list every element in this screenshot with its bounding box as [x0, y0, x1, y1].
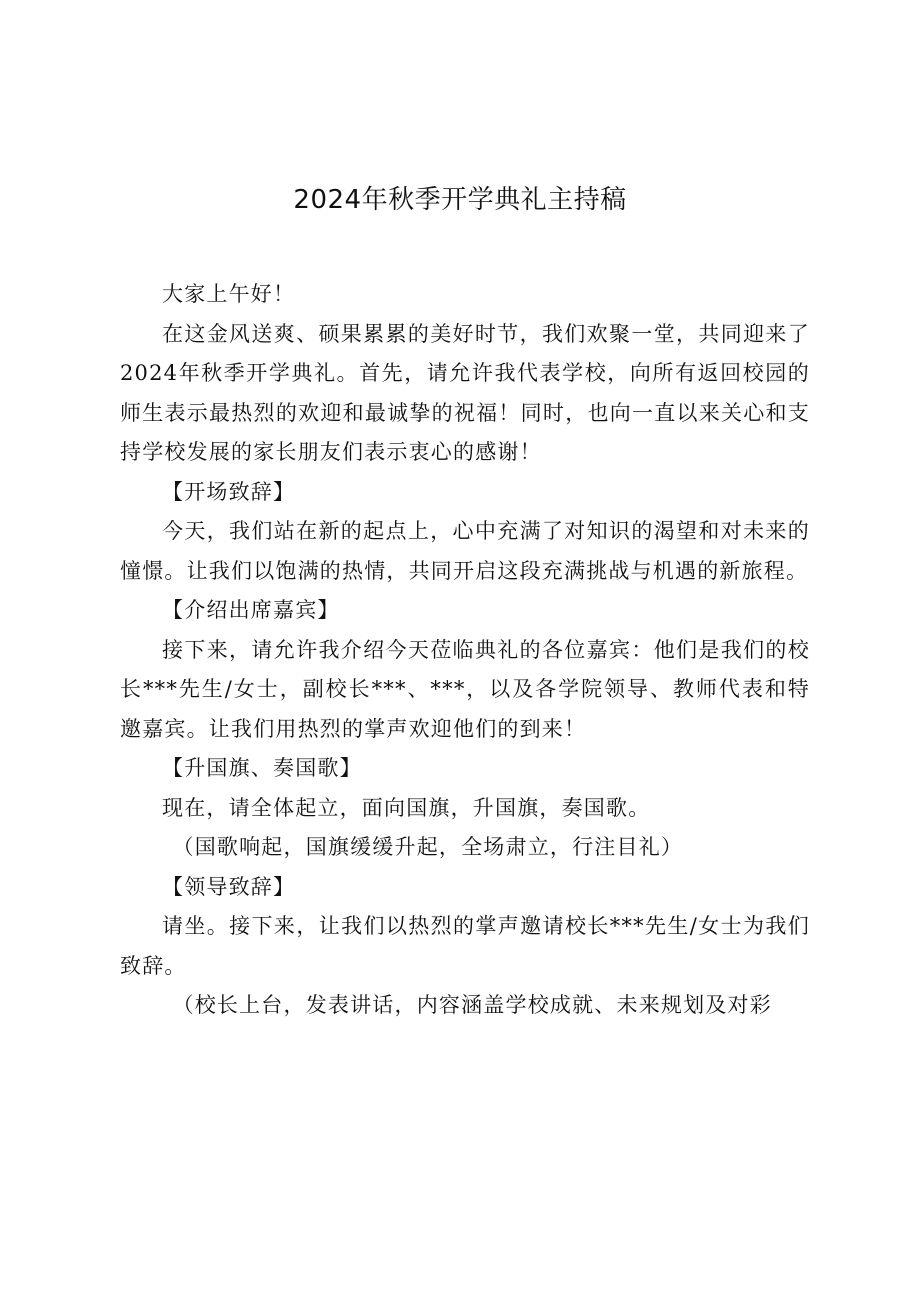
section-heading-leader: 【领导致辞】	[162, 874, 296, 899]
flag-stage-direction: （国歌响起，国旗缓缓升起，全场肃立，行注目礼）	[172, 835, 684, 859]
section-heading-flag: 【升国旗、奏国歌】	[162, 756, 362, 780]
document-title: 2024年秋季开学典礼主持稿	[293, 185, 627, 215]
principal-stage-direction: （校长上台，发表讲话，内容涵盖学校成就、未来规划及对彩	[172, 993, 772, 1017]
guests-paragraph: 接下来，请允许我介绍今天莅临典礼的各位嘉宾：他们是我们的校长***先生/女士，副校长***、***，以及各学院领导、教师代表和特邀嘉宾。让我们用热烈的掌声欢迎他们的到来！	[120, 637, 810, 741]
leader-paragraph: 请坐。接下来，让我们以热烈的掌声邀请校长***先生/女士为我们致辞。	[120, 914, 810, 978]
document-body	[120, 275, 810, 1026]
opening-paragraph: 今天，我们站在新的起点上，心中充满了对知识的渴望和对未来的憧憬。让我们以饱满的热情，共同开启这段充满挑战与机遇的新旅程。	[120, 519, 810, 583]
section-heading-opening: 【开场致辞】	[162, 479, 296, 504]
greeting-paragraph: 大家上午好！	[162, 282, 296, 306]
flag-paragraph: 现在，请全体起立，面向国旗，升国旗，奏国歌。	[162, 795, 651, 820]
section-heading-guests: 【介绍出席嘉宾】	[162, 598, 340, 622]
welcome-paragraph: 在这金风送爽、硕果累累的美好时节，我们欢聚一堂，共同迎来了2024年秋季开学典礼。首先，请允许我代表学校，向所有返回校园的师生表示最热烈的欢迎和最诚挚的祝福！同时，也向一直以来关心和支持学校发展的家长朋友们表示衷心的感谢！	[120, 321, 810, 464]
